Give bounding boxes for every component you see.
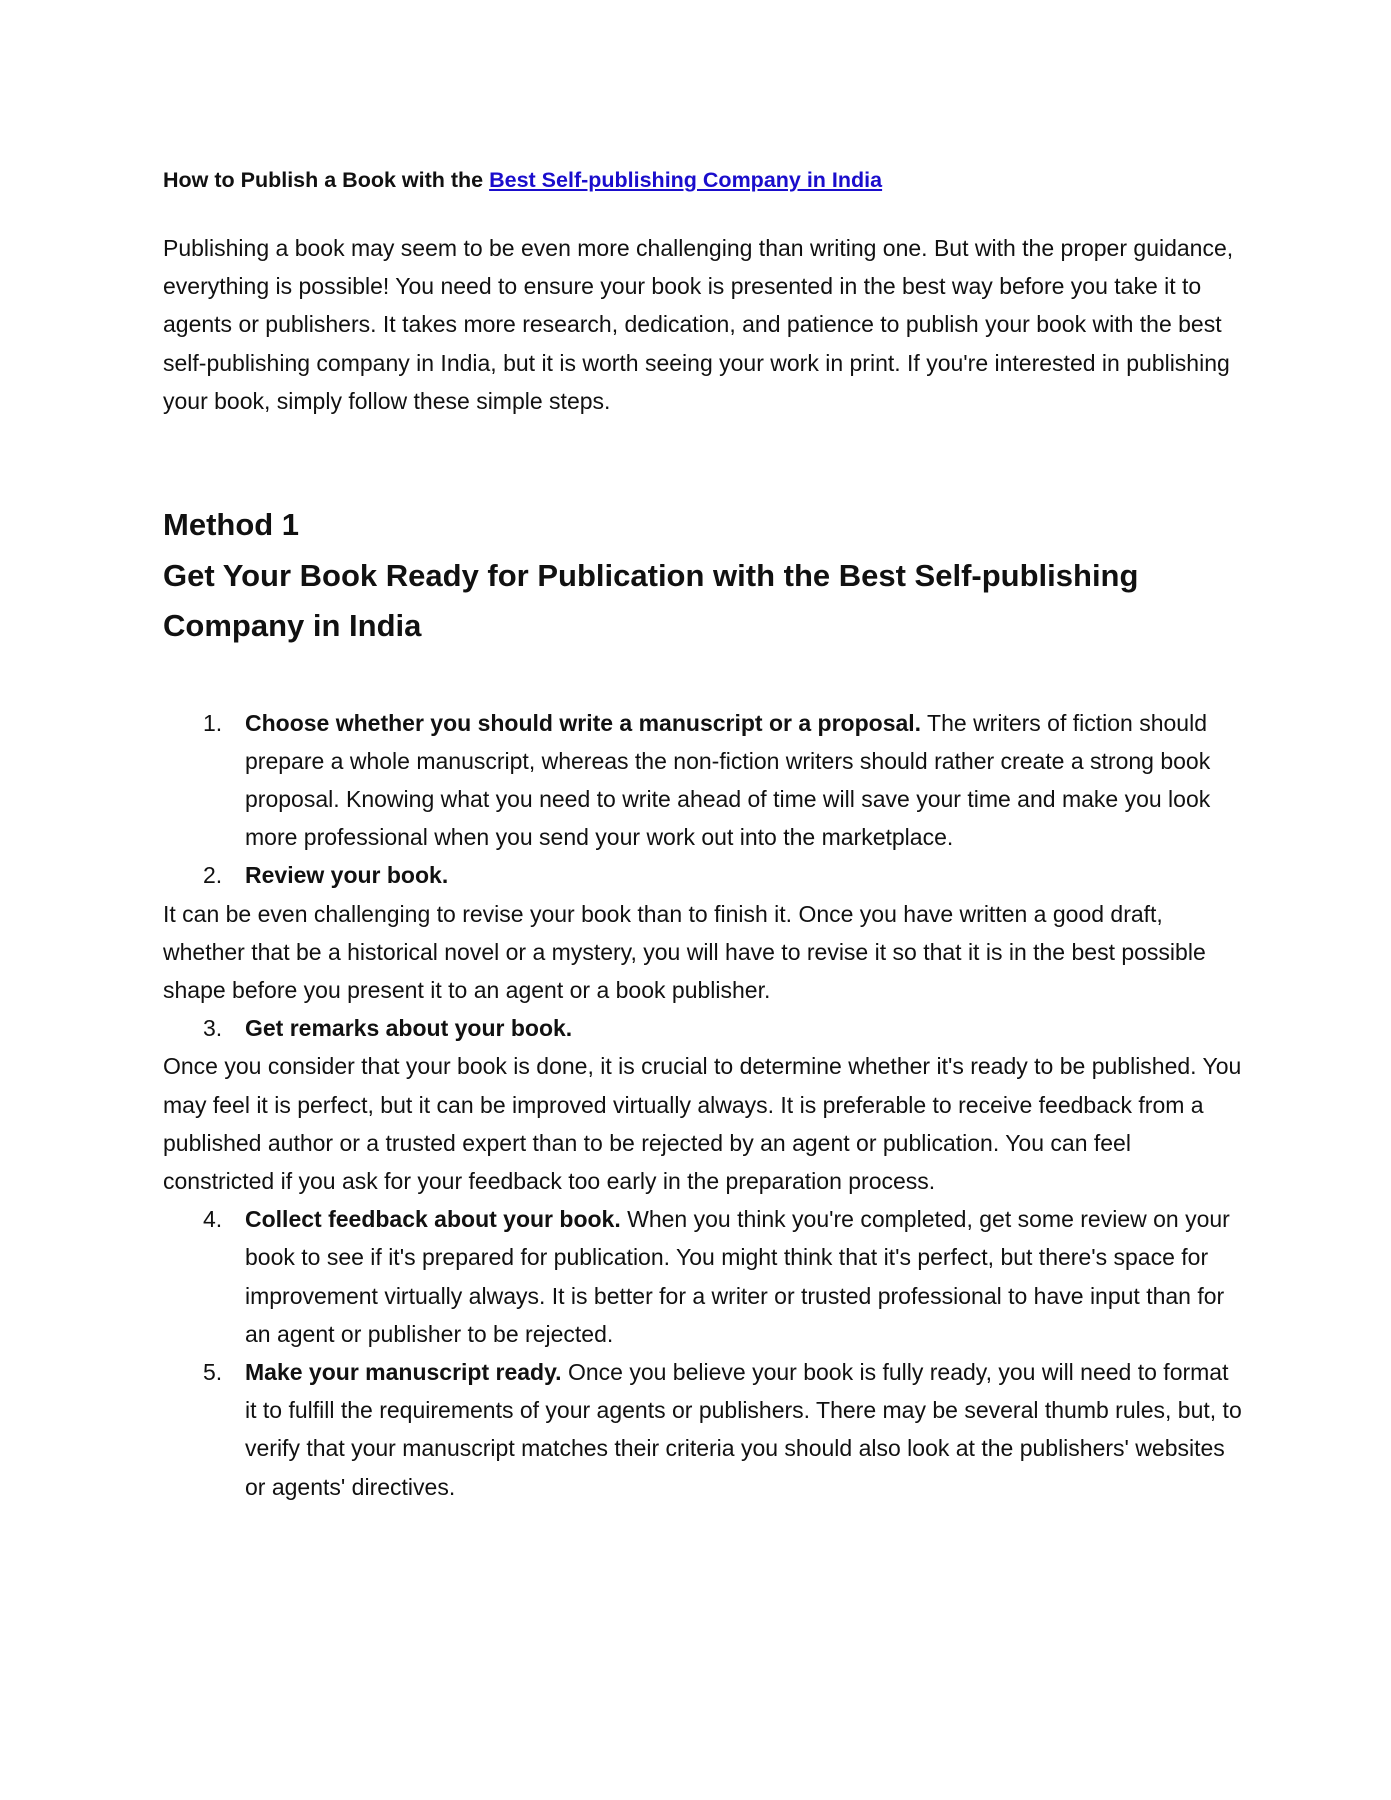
method-heading	[163, 500, 1243, 652]
list-item	[163, 1353, 1243, 1506]
title-prefix: How to Publish a Book with the	[163, 168, 484, 192]
intro-paragraph: Publishing a book may seem to be even more challenging than writing one. But with the proper guidance, everything is possible! You need to ensure your book is presented in the best way before you take it to agents or publishers. It takes more research, dedication, and patience to publish your book with the best self-publishing company in India, but it is worth seeing your work in print. If you're interested in publishing your book, simply follow these simple steps.	[163, 235, 1234, 414]
list-item	[163, 856, 1243, 894]
document-page	[163, 160, 1243, 1506]
step-title: Choose whether you should write a manuscript or a proposal.	[245, 709, 922, 736]
method-title: Get Your Book Ready for Publication with the Best Self-publishing Company in India	[163, 557, 1139, 644]
step-number: 5.	[203, 1358, 223, 1385]
step-number: 1.	[203, 709, 223, 736]
list-item	[163, 1009, 1243, 1047]
step-title: Collect feedback about your book.	[245, 1206, 621, 1233]
method-label: Method 1	[163, 507, 300, 543]
step-title: Get remarks about your book.	[245, 1015, 573, 1042]
step-text: Once you believe your book is fully ready, you will need to format it to fulfill the requirements of your agents or publishers. There may be several thumb rules, but, to verify that your manuscript matches their criteria you should also look at the publishers' websites or agents' directives.	[245, 1358, 1242, 1500]
list-item	[163, 1200, 1243, 1353]
step-text: The writers of fiction should prepare a whole manuscript, whereas the non-fiction writers should rather create a strong book proposal. Knowing what you need to write ahead of time will save your time and make you look more professional when you send your work out into the marketplace.	[245, 709, 1211, 851]
step-note: It can be even challenging to revise your book than to finish it. Once you have written a good draft, whether that be a historical novel or a mystery, you will have to revise it so that it is in the best possible shape before you present it to an agent or a book publisher.	[163, 900, 1206, 1003]
step-title: Review your book.	[245, 862, 449, 889]
list-item	[163, 704, 1243, 857]
title-link[interactable]: Best Self-publishing Company in India	[489, 168, 883, 192]
step-text: When you think you're completed, get some review on your book to see if it's prepared for publication. You might think that it's perfect, but there's space for improvement virtually always. It is better for a writer or trusted professional to have input than for an agent or publisher to be rejected.	[245, 1206, 1230, 1347]
step-note: Once you consider that your book is done, it is crucial to determine whether it's ready to be published. You may feel it is perfect, but it can be improved virtually always. It is preferable to receive feedback from a published author or a trusted expert than to be rejected by an agent or publication. You can feel constricted if you ask for your feedback too early in the preparation process.	[163, 1053, 1242, 1194]
step-number: 3.	[203, 1015, 223, 1042]
step-title: Make your manuscript ready.	[245, 1358, 562, 1385]
steps-list	[163, 704, 1243, 1506]
document-title	[163, 160, 1243, 200]
step-number: 2.	[203, 862, 223, 889]
step-number: 4.	[203, 1206, 223, 1233]
